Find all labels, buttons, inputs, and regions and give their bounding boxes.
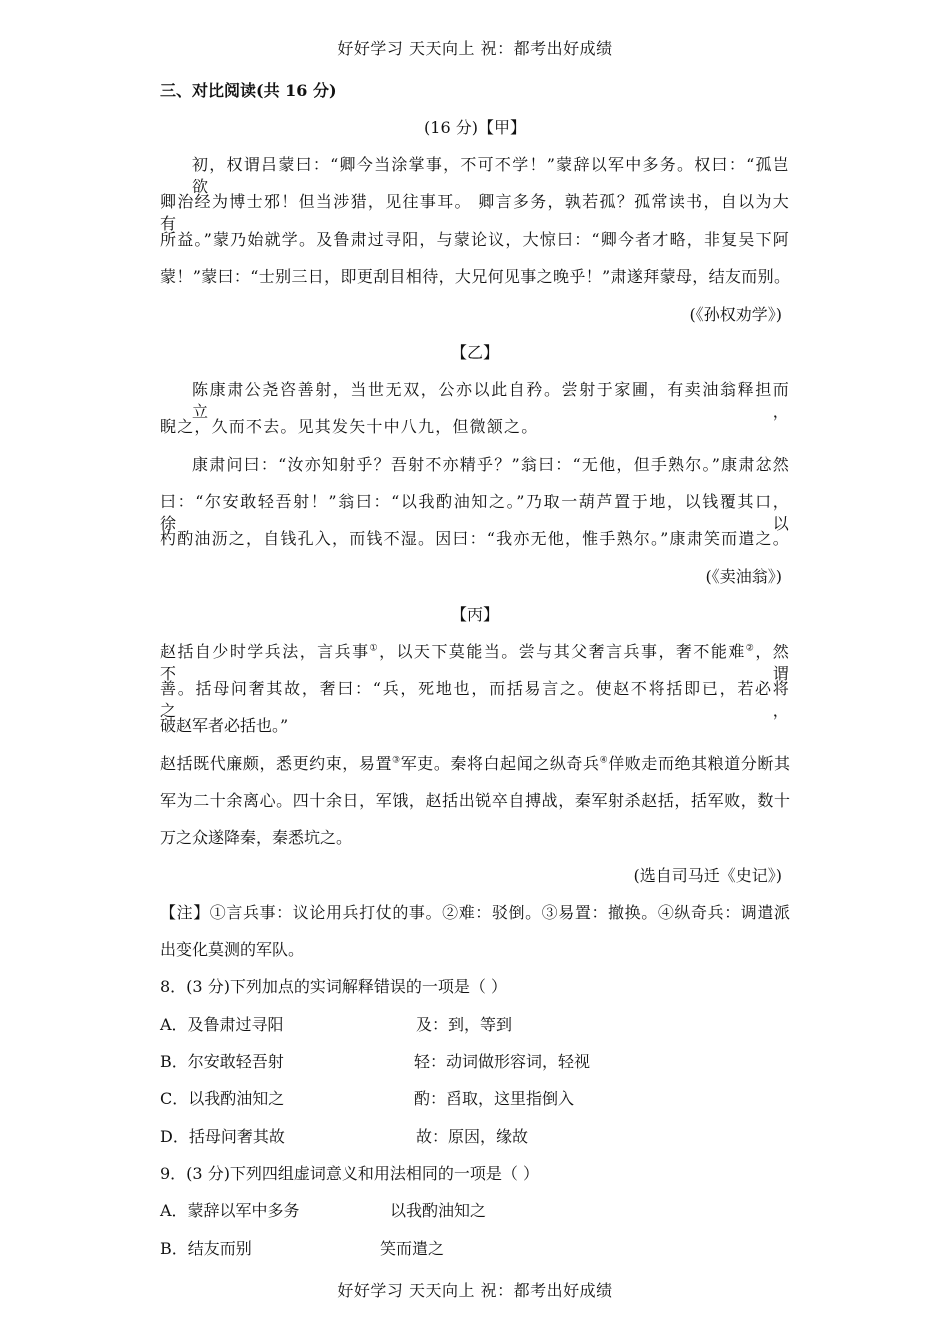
passage-yi-line-4: 曰：“尔安敢轻吾射！”翁曰：“以我酌油知之。”乃取一葫芦置于地，以钱覆其口，徐以 [160, 492, 790, 533]
footnotes-line-2: 出变化莫测的军队。 [160, 940, 305, 959]
passage-yi-line-1: 陈康肃公尧咨善射，当世无双，公亦以此自矜。尝射于家圃，有卖油翁释担而立， [192, 380, 790, 421]
passage-jia-line-2: 卿治经为博士邪！但当涉猎，见往事耳。 卿言多务，孰若孤？孤常读书，自以为大有 [160, 192, 790, 233]
passage-bing-line-5: 军为二十余离心。四十余日，军饿，赵括出锐卒自搏战，秦军射杀赵括，括军败，数十 [160, 791, 790, 810]
passage-yi-line-5: 杓酌油沥之，自钱孔入，而钱不湿。因曰：“我亦无他，惟手熟尔。”康肃笑而遣之。 [160, 529, 790, 548]
question-9-option-a: A．蒙辞以军中多务 [160, 1201, 300, 1220]
question-8-option-b: B．尔安敢轻吾射 [160, 1052, 284, 1071]
passage-bing-line-3: 破赵军者必括也。” [160, 716, 289, 735]
passage-jia-line-1: 初，权谓吕蒙曰：“卿今当涂掌事，不可不学！”蒙辞以军中多务。权曰：“孤岂欲 [192, 155, 790, 196]
passage-bing-line-1: 赵括自少时学兵法，言兵事①，以天下莫能当。尝与其父奢言兵事，奢不能难②，然不谓 [160, 642, 790, 683]
question-9-option-b: B．结友而别 [160, 1239, 252, 1258]
passage-bing-line-2: 善。括母问奢其故，奢曰：“兵，死地也，而括易言之。使赵不将括即已，若必将之， [160, 679, 790, 720]
question-8-option-a-explain: 及：到，等到 [416, 1015, 513, 1034]
question-8-stem: 8．(3 分)下列加点的实词解释错误的一项是（ ） [160, 977, 508, 996]
question-9-stem: 9．(3 分)下列四组虚词意义和用法相同的一项是（ ） [160, 1164, 540, 1183]
passage-jia-line-3: 所益。”蒙乃始就学。及鲁肃过寻阳，与蒙论议，大惊曰：“卿今者才略，非复吴下阿 [160, 230, 790, 249]
question-9-option-b-explain: 笑而遣之 [380, 1239, 445, 1258]
footnotes-line-1: 【注】①言兵事：议论用兵打仗的事。②难：驳倒。③易置：撤换。④纵奇兵：调遣派 [160, 903, 790, 922]
passage-bing-heading: 【丙】 [450, 605, 499, 624]
passage-bing-line-6: 万之众遂降秦，秦悉坑之。 [160, 828, 353, 847]
passage-yi-line-2: 睨之，久而不去。见其发矢十中八九，但微颔之。 [160, 417, 539, 436]
question-8-option-c-explain: 酌：舀取，这里指倒入 [414, 1089, 575, 1108]
footnote-marker-2: ② [745, 643, 756, 654]
passage-yi-heading: 【乙】 [450, 343, 499, 362]
passage-yi-line-3: 康肃问曰：“汝亦知射乎？吾射不亦精乎？”翁曰：“无他，但手熟尔。”康肃忿然 [192, 455, 790, 474]
question-8-option-b-explain: 轻：动词做形容词，轻视 [414, 1052, 591, 1071]
question-8-option-d: D．括母问奢其故 [160, 1127, 285, 1146]
footnote-marker-1: ① [369, 643, 380, 654]
passage-jia-heading: (16 分)【甲】 [424, 118, 526, 137]
question-8-option-a: A．及鲁肃过寻阳 [160, 1015, 284, 1034]
page-footer: 好好学习 天天向上 祝：都考出好成绩 [337, 1281, 613, 1300]
page-header: 好好学习 天天向上 祝：都考出好成绩 [337, 39, 613, 58]
section-title: 三、对比阅读(共 16 分) [160, 81, 337, 100]
footnote-marker-4: ④ [599, 755, 609, 766]
passage-bing-source: (选自司马迁《史记》) [633, 866, 782, 885]
question-8-option-d-explain: 故：原因，缘故 [416, 1127, 529, 1146]
passage-jia-source: (《孙权劝学》) [689, 305, 782, 324]
question-8-option-c: C．以我酌油知之 [160, 1089, 285, 1108]
footnote-marker-3: ③ [392, 755, 401, 766]
question-9-option-a-explain: 以我酌油知之 [390, 1201, 487, 1220]
passage-jia-line-4: 蒙！”蒙曰：“士别三日，即更刮目相待，大兄何见事之晚乎！”肃遂拜蒙母，结友而别。 [160, 267, 790, 286]
passage-bing-line-4: 赵括既代廉颇，悉更约束，易置③军吏。秦将白起闻之纵奇兵④佯败走而绝其粮道分断其 [160, 754, 790, 773]
passage-yi-source: (《卖油翁》) [705, 567, 782, 586]
